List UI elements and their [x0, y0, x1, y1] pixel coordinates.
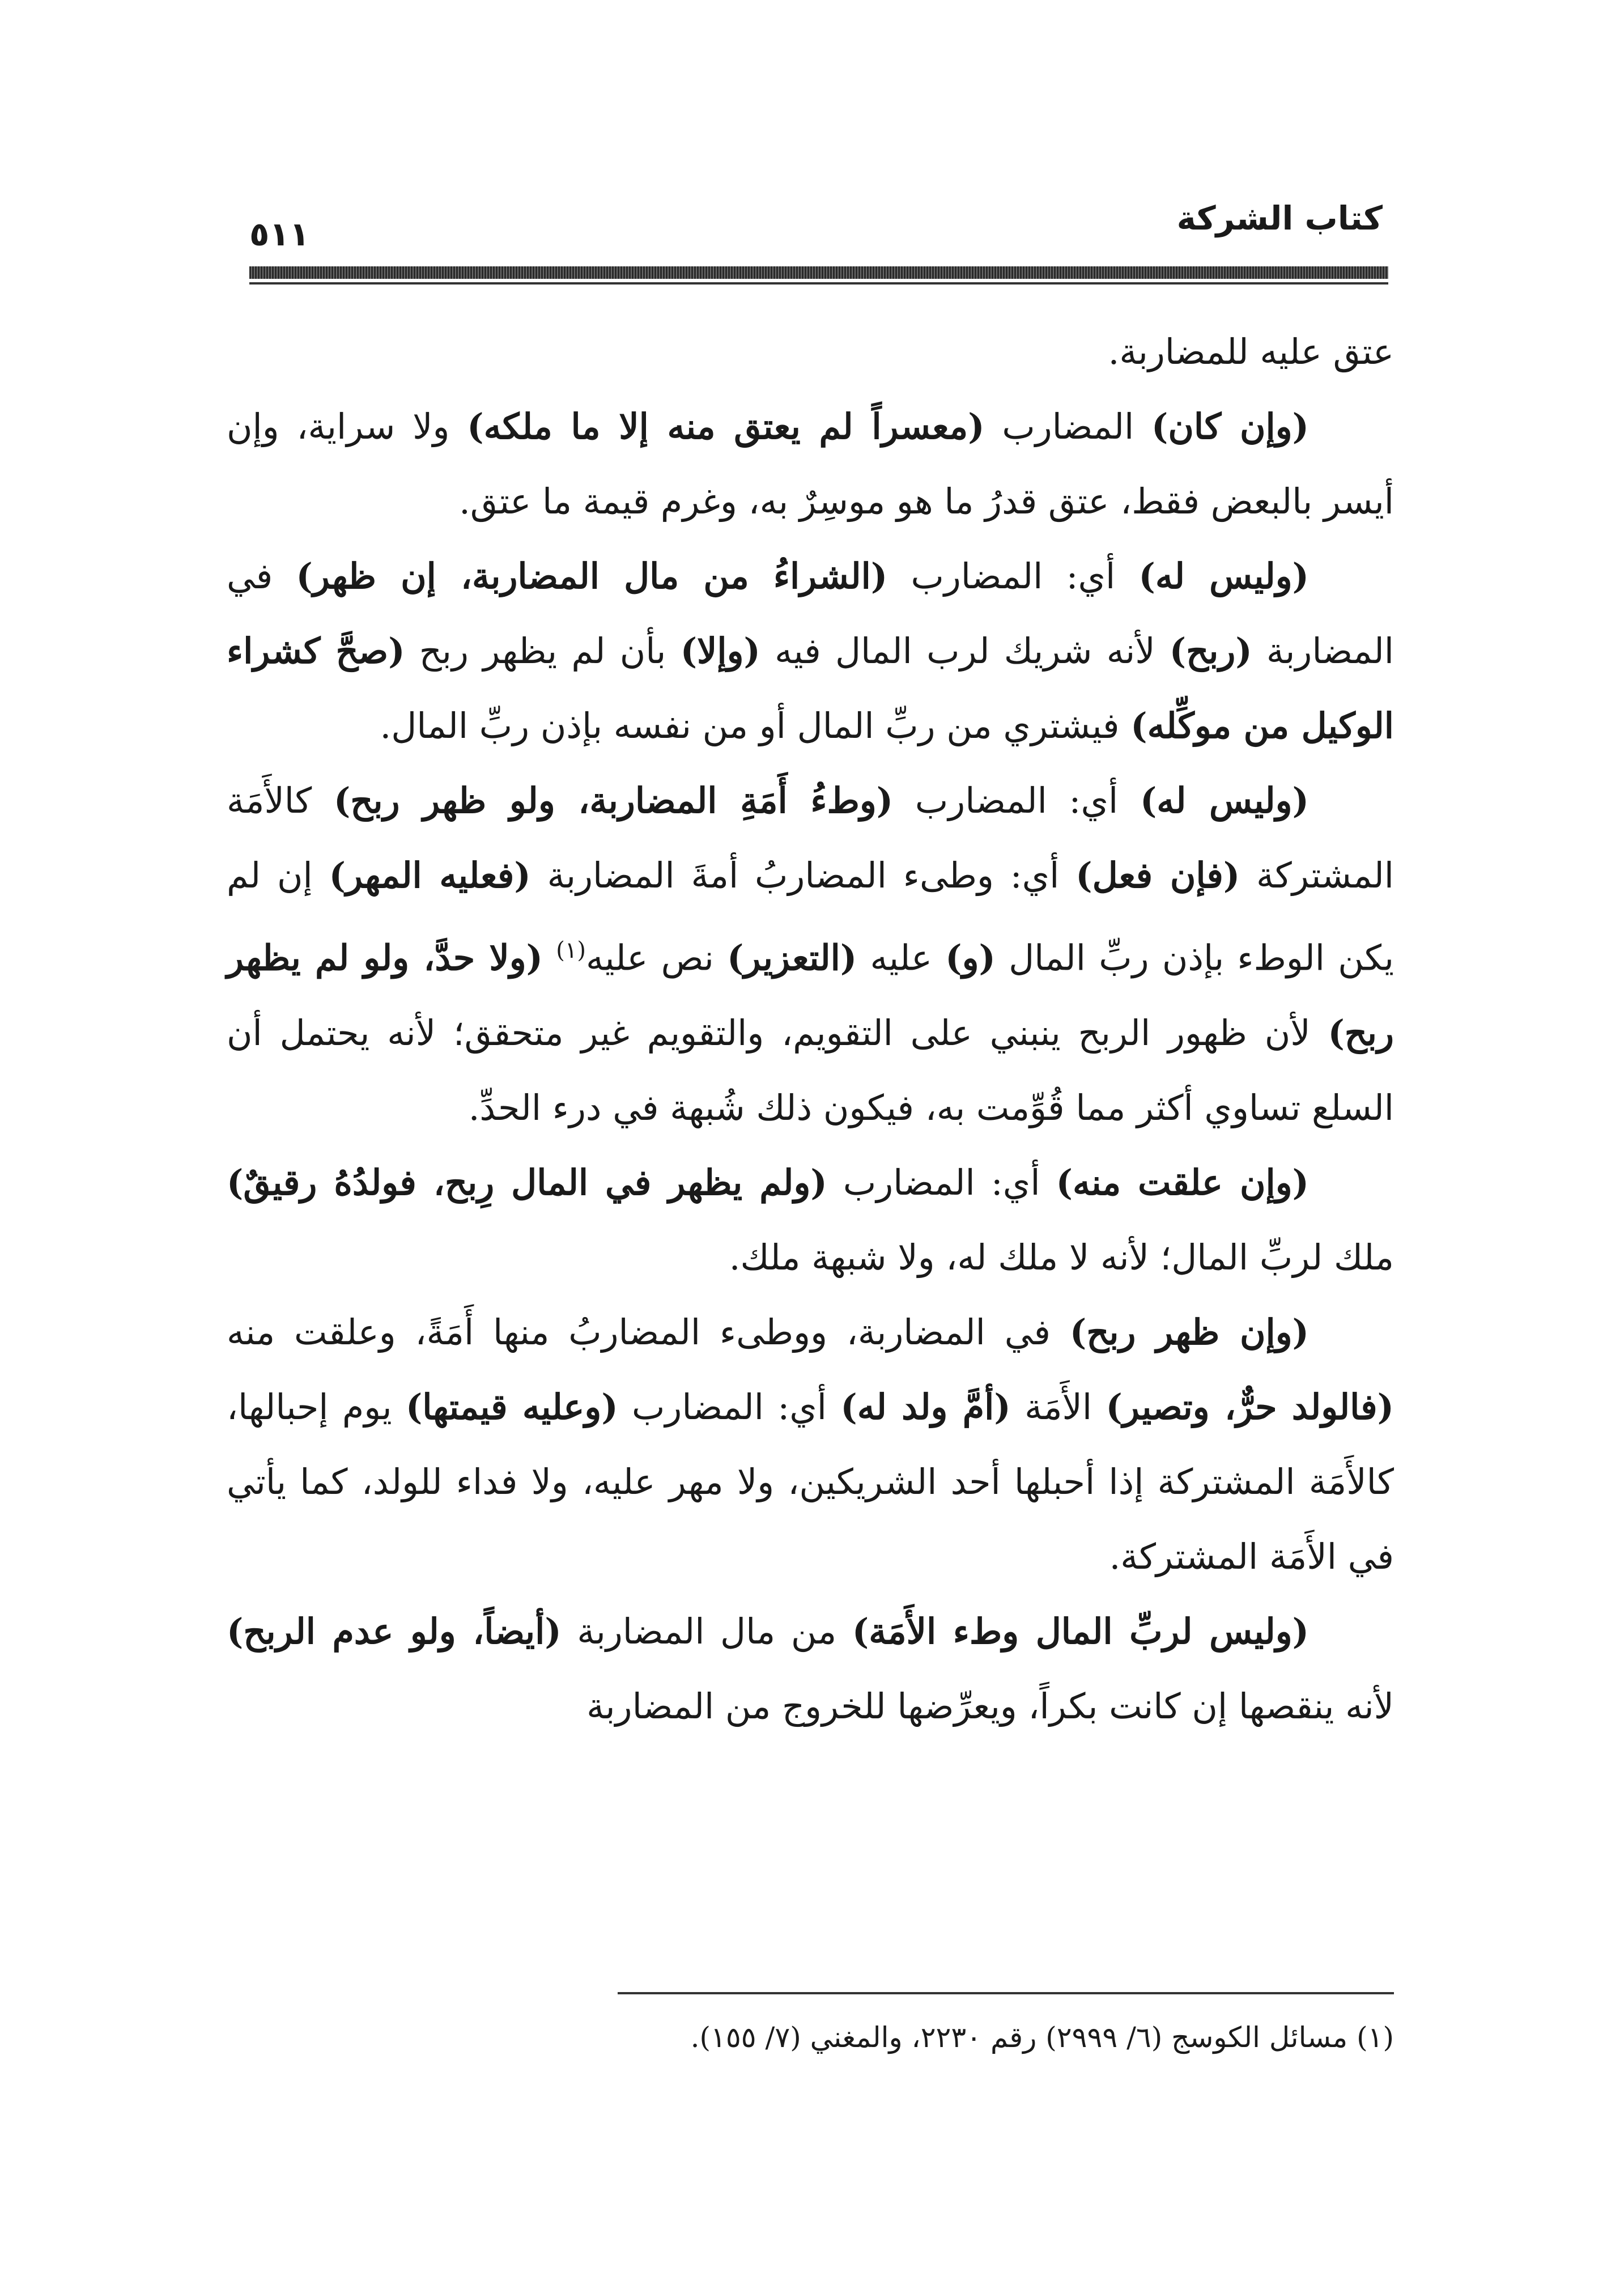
matn-text: (أمَّ ولد له) [840, 1386, 1011, 1428]
sharh-text [543, 937, 556, 979]
sharh-text: يوم إحبالها، كالأَمَة المشتركة إذا أحبلها أحد الشريكين، ولا مهر عليه، ولا فداء للولد، كما يأتي في الأَمَة المشتركة. [227, 1386, 1394, 1577]
matn-text: (وليس له) [1140, 780, 1309, 821]
sharh-text: أي: المضارب [887, 555, 1139, 597]
matn-text: (وطءُ أَمَةِ المضاربة، ولو ظهر ربح) [333, 780, 894, 821]
paragraph [227, 1145, 1394, 1295]
matn-text: (ولا حدَّ، ولو لم يظهر ربح) [227, 937, 1394, 1054]
sharh-text: أي: وطىء المضاربُ أمةَ المضاربة [530, 855, 1076, 896]
sharh-text: ولا سراية، وإن أيسر بالبعض فقط، عتق قدرُ ما هو موسِرٌ به، وغرم قيمة ما عتق. [227, 406, 1394, 522]
matn-text: (أيضاً، ولو عدم الربح) [227, 1610, 562, 1652]
footnote-rule [618, 1992, 1394, 1994]
matn-text: (معسراً لم يعتق منه إلا ما ملكه) [467, 406, 985, 447]
matn-text: (فالولد حرٌّ، وتصير) [1106, 1386, 1394, 1428]
sharh-text: المضارب [984, 406, 1152, 447]
matn-text: (وإن كان) [1151, 406, 1310, 447]
header-rule [249, 266, 1388, 279]
paragraph [227, 1594, 1394, 1744]
matn-text: (فعليه المهر) [329, 855, 531, 896]
sharh-text: أي: المضارب [618, 1386, 841, 1428]
sharh-text: الأَمَة [1010, 1386, 1106, 1428]
sharh-text: بأن لم يظهر ربح [405, 630, 681, 672]
matn-text: (وإن ظهر ربح) [1069, 1311, 1309, 1353]
paragraph [227, 763, 1394, 1145]
sharh-text: لأنه ينقصها إن كانت بكراً، ويعرِّضها للخروج من المضاربة [586, 1685, 1394, 1727]
sharh-text: عتق عليه للمضاربة. [1108, 331, 1394, 372]
matn-text: (صحَّ كشراء الوكيل من موكِّله) [227, 630, 1394, 746]
footnote-ref: (١) [556, 937, 586, 963]
sharh-text: لأن ظهور الربح ينبني على التقويم، والتقويم غير متحقق؛ لأنه يحتمل أن السلع تساوي أكثر مما قُوِّمت به، فيكون ذلك شُبهة في درء الحدِّ. [227, 1012, 1394, 1128]
matn-text: (وإلا) [680, 630, 760, 672]
body-text [227, 315, 1394, 1744]
sharh-text: في المضاربة [227, 555, 1394, 672]
book-title: كتاب الشركة [1176, 199, 1383, 237]
matn-text: (وإن علقت منه) [1056, 1161, 1309, 1203]
sharh-text: أي: المضارب [827, 1161, 1056, 1203]
sharh-text: أي: المضارب [893, 780, 1140, 821]
matn-text: (التعزير) [727, 937, 857, 979]
page-number: ٥١١ [249, 215, 310, 253]
matn-text: (فإن فعل) [1075, 855, 1240, 896]
sharh-text: نص عليه [585, 937, 728, 979]
sharh-text: من مال المضاربة [561, 1610, 852, 1652]
matn-text: (وليس لربِّ المال وطء الأَمَة) [852, 1610, 1309, 1652]
matn-text: (ربح) [1169, 630, 1252, 672]
matn-text: (و) [945, 937, 996, 979]
header-rule-thin [249, 282, 1388, 284]
sharh-text: كالأَمَة المشتركة [227, 780, 1395, 896]
sharh-text: لأنه شريك لرب المال فيه [760, 630, 1170, 672]
running-head [249, 196, 1383, 258]
paragraph [227, 389, 1394, 539]
matn-text: (وعليه قيمتها) [405, 1386, 618, 1428]
paragraph [227, 315, 1394, 389]
paragraph [227, 539, 1394, 763]
sharh-text: فيشتري من ربِّ المال أو من نفسه بإذن ربِّ المال. [380, 705, 1131, 746]
matn-text: (وليس له) [1138, 555, 1309, 597]
sharh-text: إن لم يكن الوطء بإذن ربِّ المال [227, 855, 1394, 979]
footnote: (١) مسائل الكوسج (٦/ ٢٩٩٩) رقم ٢٢٣٠، والمغني (٧/ ١٥٥). [690, 2021, 1394, 2054]
matn-text: (الشراءُ من مال المضاربة، إن ظهر) [296, 555, 888, 597]
sharh-text: في المضاربة، ووطىء المضاربُ منها أَمَةً، وعلقت منه [227, 1311, 1070, 1353]
matn-text: (ولم يظهر في المال رِبح، فولدُهُ رقيقٌ) [227, 1161, 827, 1203]
sharh-text: عليه [857, 937, 946, 979]
sharh-text: ملك لربِّ المال؛ لأنه لا ملك له، ولا شبهة ملك. [729, 1236, 1394, 1278]
paragraph [227, 1295, 1394, 1594]
